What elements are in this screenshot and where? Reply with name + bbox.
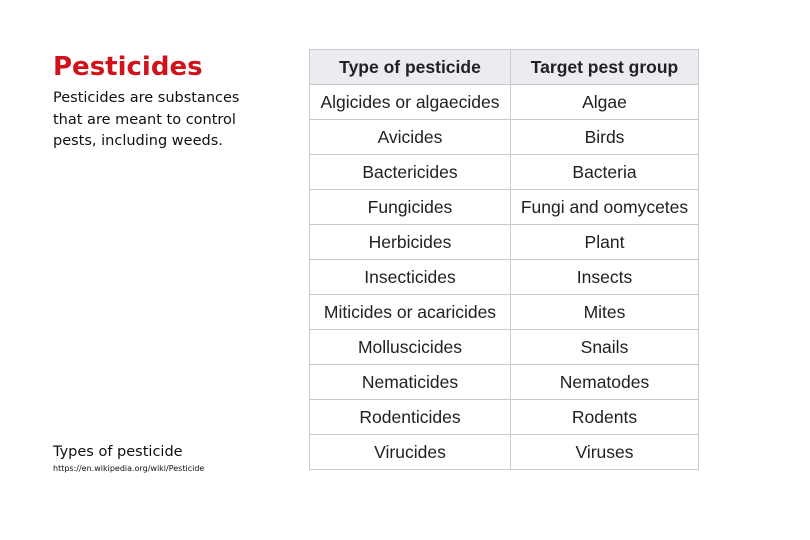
pesticide-type-cell: Fungicides — [310, 190, 511, 225]
table-caption: Types of pesticide — [53, 444, 183, 460]
target-pest-cell: Nematodes — [511, 365, 699, 400]
source-url: https://en.wikipedia.org/wiki/Pesticide — [53, 464, 205, 473]
header-type-of-pesticide: Type of pesticide — [310, 50, 511, 85]
table-row — [310, 400, 699, 435]
pesticide-type-cell: Avicides — [310, 120, 511, 155]
pesticide-type-cell: Rodenticides — [310, 400, 511, 435]
pesticide-type-cell: Insecticides — [310, 260, 511, 295]
target-pest-cell: Mites — [511, 295, 699, 330]
pesticide-table-container — [309, 49, 699, 470]
table-row — [310, 365, 699, 400]
target-pest-cell: Fungi and oomycetes — [511, 190, 699, 225]
target-pest-cell: Rodents — [511, 400, 699, 435]
target-pest-cell: Plant — [511, 225, 699, 260]
pesticide-type-cell: Bactericides — [310, 155, 511, 190]
pesticide-type-cell: Herbicides — [310, 225, 511, 260]
table-header-row — [310, 50, 699, 85]
table-row — [310, 295, 699, 330]
target-pest-cell: Viruses — [511, 435, 699, 470]
pesticide-type-cell: Molluscicides — [310, 330, 511, 365]
table-row — [310, 120, 699, 155]
pesticide-table — [309, 49, 699, 470]
target-pest-cell: Snails — [511, 330, 699, 365]
table-row — [310, 85, 699, 120]
table-row — [310, 435, 699, 470]
table-row — [310, 190, 699, 225]
pesticide-type-cell: Algicides or algaecides — [310, 85, 511, 120]
header-target-pest-group: Target pest group — [511, 50, 699, 85]
target-pest-cell: Insects — [511, 260, 699, 295]
pesticide-type-cell: Nematicides — [310, 365, 511, 400]
table-row — [310, 330, 699, 365]
pesticide-type-cell: Virucides — [310, 435, 511, 470]
pesticide-type-cell: Miticides or acaricides — [310, 295, 511, 330]
target-pest-cell: Bacteria — [511, 155, 699, 190]
target-pest-cell: Algae — [511, 85, 699, 120]
target-pest-cell: Birds — [511, 120, 699, 155]
slide-subtitle: Pesticides are substances that are meant to control pests, including weeds. — [53, 90, 240, 149]
table-row — [310, 260, 699, 295]
table-row — [310, 155, 699, 190]
slide-title: Pesticides — [53, 52, 203, 82]
table-row — [310, 225, 699, 260]
